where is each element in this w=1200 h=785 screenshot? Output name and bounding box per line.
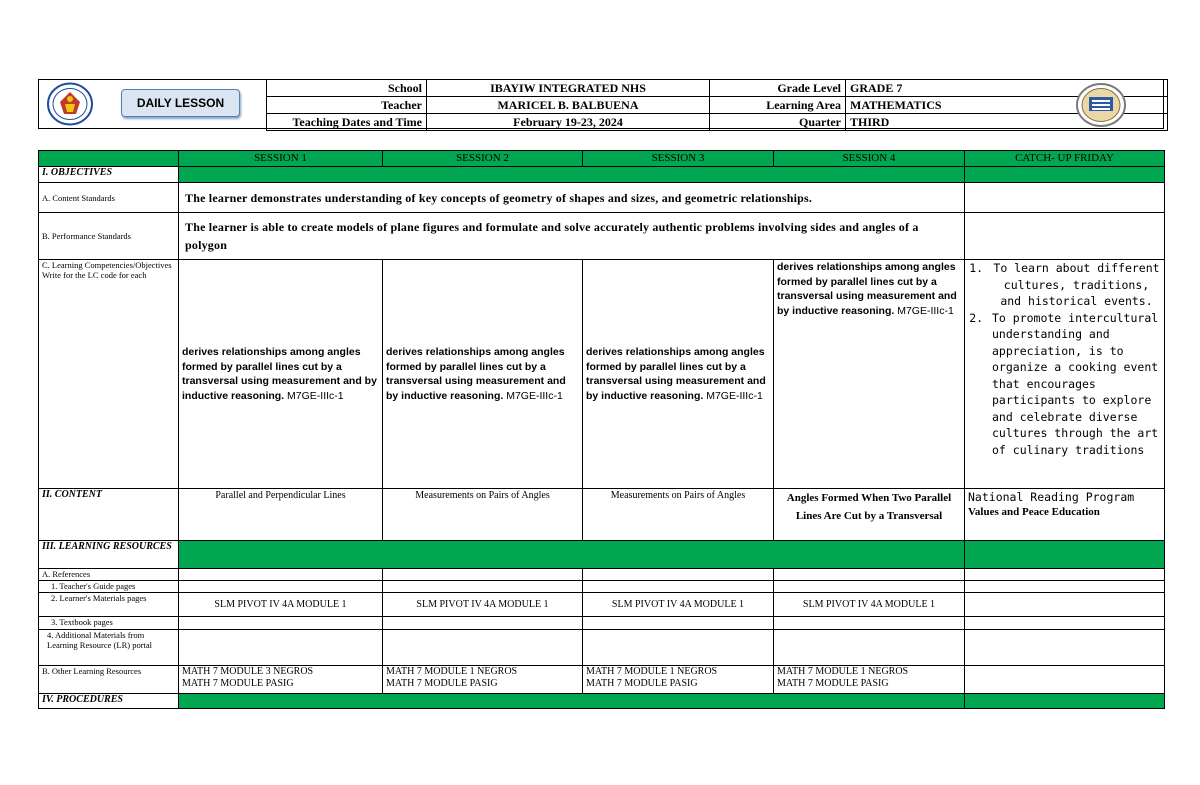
other-resources-label: B. Other Learning Resources xyxy=(39,666,179,694)
header-corner-cell xyxy=(39,151,179,167)
catch-up-friday-header: CATCH- UP FRIDAY xyxy=(965,151,1165,167)
competency-text: derives relationships among angles formed by parallel lines cut by a transversal using measurement and by inductive reasoning. xyxy=(182,346,377,402)
teacher-value: MARICEL B. BALBUENA xyxy=(427,97,710,114)
competency-session-3 xyxy=(583,260,774,489)
performance-standards-friday xyxy=(965,213,1165,260)
content-standards-friday xyxy=(965,183,1165,213)
textbook-label: 3. Textbook pages xyxy=(39,617,179,630)
section-content: II. CONTENT xyxy=(39,489,179,541)
learning-area-label: Learning Area xyxy=(710,97,846,114)
competency-session-4 xyxy=(774,260,965,489)
catch-up-objective-2: 2. To promote intercultural understanding and appreciation, is to organize a cooking event that encourages participants to explore and celebrate diverse cultures through the art of culinary traditions xyxy=(990,310,1161,459)
school-seal-icon xyxy=(1074,83,1128,127)
other-resource-line: MATH 7 MODULE 3 NEGROS xyxy=(182,666,314,677)
objectives-band-friday xyxy=(965,167,1165,183)
content-catch-up xyxy=(965,489,1165,541)
learners-materials-session-3: SLM PIVOT IV 4A MODULE 1 xyxy=(583,593,774,617)
additional-materials-label: 4. Additional Materials from Learning Resource (LR) portal xyxy=(39,630,179,666)
content-session-1: Parallel and Perpendicular Lines xyxy=(179,489,383,541)
content-standards-text: The learner demonstrates understanding of key concepts of geometry of shapes and sizes, and geometric relationships. xyxy=(179,183,965,213)
other-resource-line: MATH 7 MODULE 1 NEGROS xyxy=(586,666,718,677)
content-standards-label: A. Content Standards xyxy=(39,183,179,213)
grade-level-label: Grade Level xyxy=(710,80,846,97)
session-4-header: SESSION 4 xyxy=(774,151,965,167)
learning-area-value: MATHEMATICS xyxy=(846,97,1168,114)
other-resource-line: MATH 7 MODULE PASIG xyxy=(386,677,498,689)
deped-seal-icon xyxy=(46,82,94,126)
lesson-plan-table xyxy=(38,150,1165,709)
competency-code: M7GE-IIIc-1 xyxy=(706,389,763,402)
references-label: A. References xyxy=(39,569,179,581)
objectives-band xyxy=(179,167,965,183)
competency-text: derives relationships among angles formed by parallel lines cut by a transversal using measurement and by inductive reasoning. xyxy=(777,261,957,317)
national-reading-program: National Reading Program xyxy=(968,490,1135,504)
competency-code: M7GE-IIIc-1 xyxy=(287,389,344,402)
learners-materials-session-4: SLM PIVOT IV 4A MODULE 1 xyxy=(774,593,965,617)
school-label: School xyxy=(267,80,427,97)
learning-competencies-title: C. Learning Competencies/Objectives xyxy=(42,260,172,270)
other-resource-line: MATH 7 MODULE 1 NEGROS xyxy=(777,666,909,677)
session-2-header: SESSION 2 xyxy=(383,151,583,167)
header-info-table xyxy=(266,79,1168,131)
other-resource-line: MATH 7 MODULE 1 NEGROS xyxy=(386,666,518,677)
competency-code: M7GE-IIIc-1 xyxy=(897,304,954,317)
daily-lesson-box: DAILY LESSON xyxy=(121,89,240,117)
other-resources-session-4 xyxy=(774,666,965,694)
session-3-header: SESSION 3 xyxy=(583,151,774,167)
competency-session-2 xyxy=(383,260,583,489)
learning-resources-band-friday xyxy=(965,541,1165,569)
quarter-value: THIRD xyxy=(846,114,1168,131)
teaching-dates-label: Teaching Dates and Time xyxy=(267,114,427,131)
learners-materials-session-2: SLM PIVOT IV 4A MODULE 1 xyxy=(383,593,583,617)
learning-competencies-label xyxy=(39,260,179,489)
learners-materials-session-1: SLM PIVOT IV 4A MODULE 1 xyxy=(179,593,383,617)
content-session-2: Measurements on Pairs of Angles xyxy=(383,489,583,541)
teacher-label: Teacher xyxy=(267,97,427,114)
section-procedures: IV. PROCEDURES xyxy=(39,694,179,709)
other-resources-session-2 xyxy=(383,666,583,694)
section-objectives: I. OBJECTIVES xyxy=(39,167,179,183)
procedures-band xyxy=(179,694,965,709)
content-session-4: Angles Formed When Two Parallel Lines Are Cut by a Transversal xyxy=(774,489,965,541)
teaching-dates-value: February 19-23, 2024 xyxy=(427,114,710,131)
catch-up-objective-1: 1. To learn about different cultures, traditions, and historical events. xyxy=(990,260,1161,310)
other-resource-line: MATH 7 MODULE PASIG xyxy=(777,677,889,689)
quarter-label: Quarter xyxy=(710,114,846,131)
learning-resources-band xyxy=(179,541,965,569)
content-session-3: Measurements on Pairs of Angles xyxy=(583,489,774,541)
learning-competencies-note: Write for the LC code for each xyxy=(42,270,147,280)
school-value: IBAYIW INTEGRATED NHS xyxy=(427,80,710,97)
teachers-guide-label: 1. Teacher's Guide pages xyxy=(39,581,179,593)
procedures-band-friday xyxy=(965,694,1165,709)
competency-text: derives relationships among angles formed by parallel lines cut by a transversal using measurement and by inductive reasoning. xyxy=(586,346,766,402)
grade-level-value: GRADE 7 xyxy=(846,80,1168,97)
competency-text: derives relationships among angles formed by parallel lines cut by a transversal using measurement and by inductive reasoning. xyxy=(386,346,566,402)
section-learning-resources: III. LEARNING RESOURCES xyxy=(39,541,179,569)
performance-standards-text: The learner is able to create models of plane figures and formulate and solve accurately authentic problems involving sides and angles of a polygon xyxy=(179,213,965,260)
performance-standards-label: B. Performance Standards xyxy=(39,213,179,260)
competency-session-1 xyxy=(179,260,383,489)
catch-up-objectives-list xyxy=(968,260,1161,458)
competency-code: M7GE-IIIc-1 xyxy=(506,389,563,402)
catch-up-objectives xyxy=(965,260,1165,489)
values-peace-education: Values and Peace Education xyxy=(968,506,1100,518)
learners-materials-label: 2. Learner's Materials pages xyxy=(39,593,179,617)
other-resource-line: MATH 7 MODULE PASIG xyxy=(586,677,698,689)
other-resource-line: MATH 7 MODULE PASIG xyxy=(182,677,294,689)
other-resources-session-3 xyxy=(583,666,774,694)
session-1-header: SESSION 1 xyxy=(179,151,383,167)
other-resources-session-1 xyxy=(179,666,383,694)
